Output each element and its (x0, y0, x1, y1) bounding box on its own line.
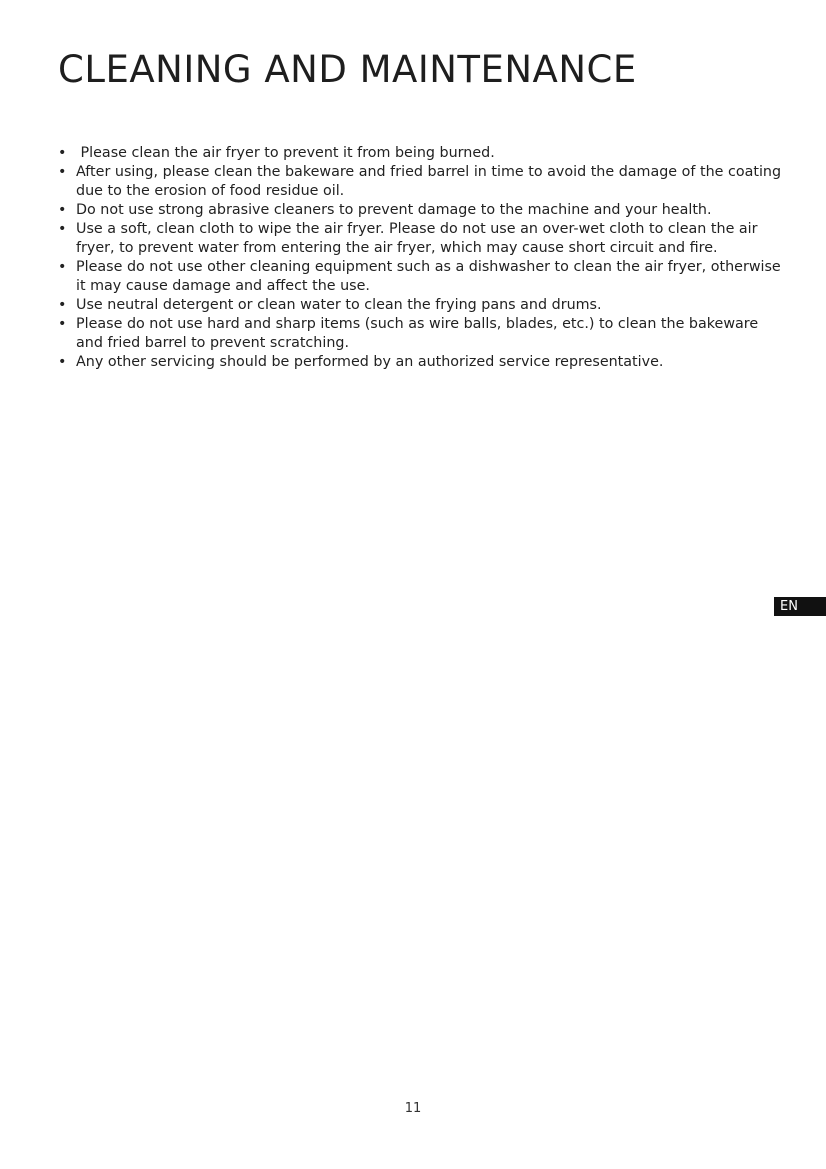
list-item-text: Use neutral detergent or clean water to clean the frying pans and drums. (76, 297, 602, 313)
list-item-text: Please clean the air fryer to prevent it from being burned. (76, 145, 495, 161)
list-item (58, 353, 788, 372)
language-tab: EN (774, 597, 826, 616)
page-title: CLEANING AND MAINTENANCE (58, 48, 637, 91)
cleaning-instructions-list (58, 144, 788, 372)
list-item (58, 201, 788, 220)
list-item (58, 144, 788, 163)
list-item-text: Please do not use other cleaning equipment such as a dishwasher to clean the air fryer, otherwise it may cause damage and affect the use. (76, 259, 781, 294)
list-item (58, 163, 788, 201)
bullet-icon: • (58, 259, 67, 275)
list-item-text: Please do not use hard and sharp items (such as wire balls, blades, etc.) to clean the bakeware and fried barrel to prevent scratching. (76, 316, 759, 351)
list-item (58, 296, 788, 315)
list-item-text: Any other servicing should be performed by an authorized service representative. (76, 354, 664, 370)
page-number: 11 (404, 1101, 422, 1116)
bullet-icon: • (58, 221, 67, 237)
list-item-text: Do not use strong abrasive cleaners to prevent damage to the machine and your health. (76, 202, 712, 218)
list-item (58, 315, 788, 353)
list-item (58, 258, 788, 296)
bullet-icon: • (58, 145, 67, 161)
bullet-icon: • (58, 202, 67, 218)
list-item-text: Use a soft, clean cloth to wipe the air fryer. Please do not use an over-wet cloth to clean the air fryer, to prevent water from entering the air fryer, which may cause short circuit and fire. (76, 221, 758, 256)
bullet-icon: • (58, 164, 67, 180)
bullet-icon: • (58, 297, 67, 313)
list-item (58, 220, 788, 258)
bullet-icon: • (58, 354, 67, 370)
bullet-icon: • (58, 316, 67, 332)
list-item-text: After using, please clean the bakeware and fried barrel in time to avoid the damage of the coating due to the erosion of food residue oil. (76, 164, 782, 199)
